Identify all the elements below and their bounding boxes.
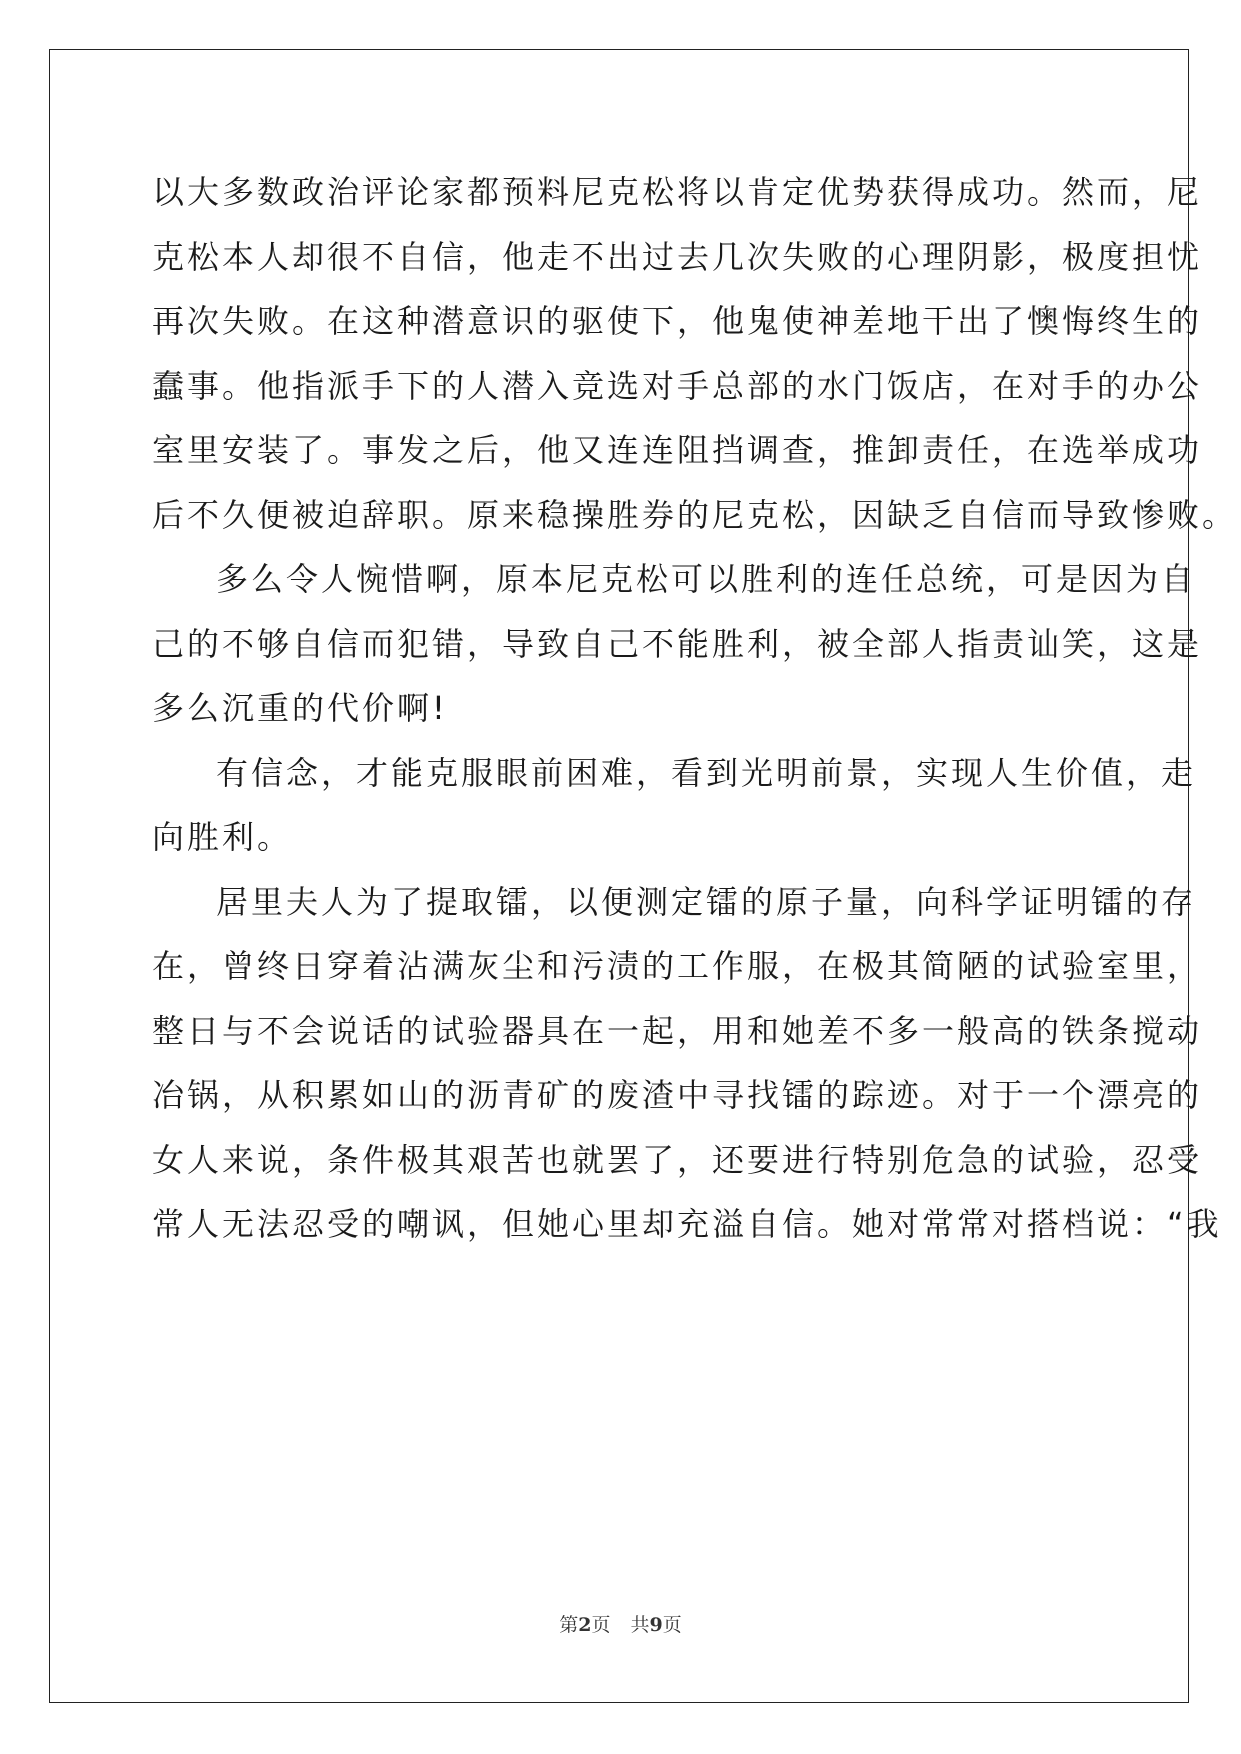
page-suffix: 页 <box>591 1614 611 1636</box>
text-line: 在，曾终日穿着沾满灰尘和污渍的工作服，在极其简陋的试验室里， <box>152 947 1203 985</box>
total-suffix: 页 <box>662 1614 682 1636</box>
paragraph-first-line: 居里夫人为了提取镭，以便测定镭的原子量，向科学证明镭的存 <box>216 882 1197 921</box>
text-line: 克松本人却很不自信，他走不出过去几次失败的心理阴影，极度担忧 <box>152 237 1203 276</box>
total-prefix: 共 <box>630 1614 650 1636</box>
text-line: 己的不够自信而犯错，导致自己不能胜利，被全部人指责讪笑，这是 <box>152 624 1203 663</box>
total-pages: 9 <box>649 1614 663 1636</box>
text-line: 以大多数政治评论家都预料尼克松将以肯定优势获得成功。然而，尼 <box>152 173 1203 211</box>
text-line: 整日与不会说话的试验器具在一起，用和她差不多一般高的铁条搅动 <box>152 1011 1203 1050</box>
text-line: 多么沉重的代价啊! <box>152 689 448 727</box>
text-line: 后不久便被迫辞职。原来稳操胜券的尼克松，因缺乏自信而导致惨败。 <box>152 495 1238 534</box>
paragraph-first-line: 有信念，才能克服眼前困难，看到光明前景，实现人生价值，走 <box>216 753 1197 792</box>
text-line: 向胜利。 <box>152 818 293 856</box>
text-line: 再次失败。在这种潜意识的驱使下，他鬼使神差地干出了懊悔终生的 <box>152 302 1203 340</box>
paragraph-first-line: 多么令人惋惜啊，原本尼克松可以胜利的连任总统，可是因为自 <box>216 560 1197 598</box>
text-line: 常人无法忍受的嘲讽，但她心里却充溢自信。她对常常对搭档说：“我 <box>152 1205 1222 1243</box>
document-body <box>152 160 1238 1257</box>
text-line: 蠢事。他指派手下的人潜入竞选对手总部的水门饭店，在对手的办公 <box>152 366 1203 405</box>
text-line: 冶锅，从积累如山的沥青矿的废渣中寻找镭的踪迹。对于一个漂亮的 <box>152 1076 1203 1114</box>
text-line: 女人来说，条件极其艰苦也就罢了，还要进行特别危急的试验，忍受 <box>152 1140 1203 1179</box>
page-number: 2 <box>578 1614 592 1636</box>
page-prefix: 第 <box>559 1614 579 1636</box>
text-line: 室里安装了。事发之后，他又连连阻挡调查，推卸责任，在选举成功 <box>152 431 1203 469</box>
page-footer <box>0 1610 1241 1637</box>
